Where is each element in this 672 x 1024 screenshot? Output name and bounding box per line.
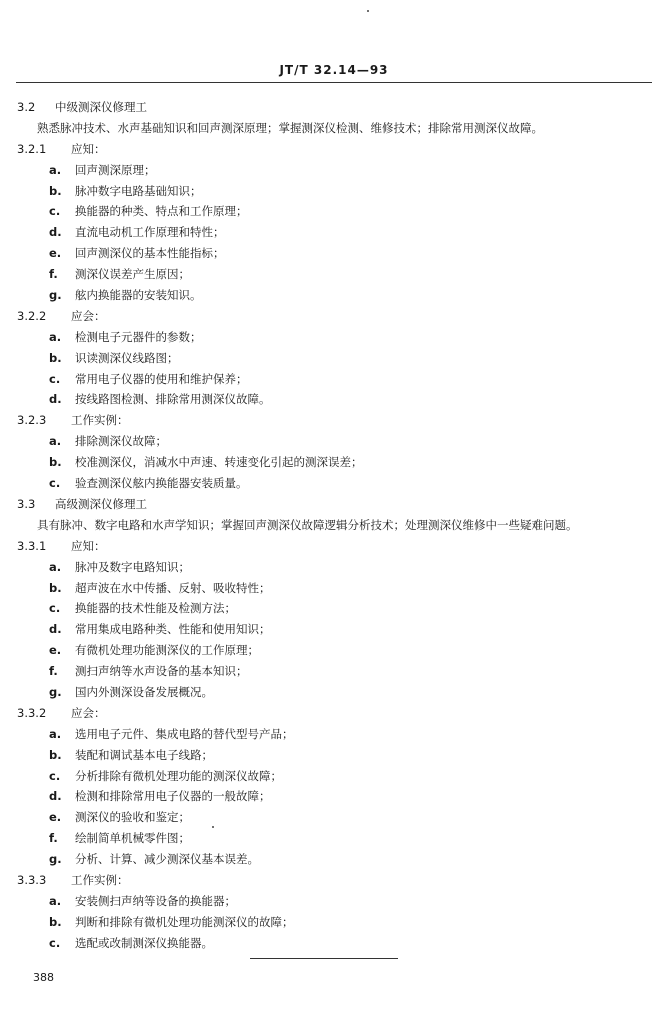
subsection-heading (0, 536, 672, 557)
item-text: 校准测深仪，消减水中声速、转速变化引起的测深误差； (75, 455, 363, 470)
subsection-number: 3.3.3 (17, 872, 47, 887)
section-title: 中级测深仪修理工 (55, 100, 147, 114)
item-text: 回声测深原理； (75, 162, 156, 177)
list-item (0, 933, 672, 954)
item-text: 脉冲数字电路基础知识； (75, 183, 202, 198)
item-letter: a. (49, 726, 62, 741)
item-letter: d. (49, 789, 62, 804)
item-letter: c. (49, 371, 61, 386)
item-letter: b. (49, 455, 62, 470)
list-item (0, 640, 672, 661)
subsection-title: 工作实例： (71, 413, 129, 428)
item-letter: a. (49, 434, 62, 449)
list-item (0, 849, 672, 870)
item-letter: b. (49, 914, 62, 929)
item-letter: f. (49, 664, 58, 679)
item-letter: a. (49, 329, 62, 344)
item-letter: e. (49, 810, 62, 825)
item-letter: c. (49, 476, 61, 491)
section-intro: 熟悉脉冲技术、水声基础知识和回声测深原理；掌握测深仪检测、维修技术；排除常用测深仪故障。 (37, 120, 543, 135)
list-item (0, 201, 672, 222)
list-item (0, 264, 672, 285)
list-item (0, 431, 672, 452)
item-letter: e. (49, 643, 62, 658)
list-item (0, 243, 672, 264)
list-item (0, 473, 672, 494)
item-letter: b. (49, 350, 62, 365)
item-text: 排除测深仪故障； (75, 434, 167, 449)
subsection-number: 3.3.2 (17, 705, 47, 720)
list-item (0, 452, 672, 473)
item-text: 常用集成电路种类、性能和使用知识； (75, 622, 271, 637)
subsection-title: 应会： (71, 705, 106, 720)
subsection-number: 3.2.2 (17, 308, 47, 323)
item-letter: d. (49, 392, 62, 407)
list-item (0, 745, 672, 766)
list-item (0, 348, 672, 369)
page-number: 388 (33, 971, 54, 984)
list-item (0, 160, 672, 181)
item-text: 判断和排除有微机处理功能测深仪的故障； (75, 914, 294, 929)
item-letter: d. (49, 225, 62, 240)
scan-speck (367, 10, 369, 12)
list-item (0, 828, 672, 849)
list-item (0, 389, 672, 410)
item-letter: g. (49, 288, 62, 303)
item-letter: b. (49, 183, 62, 198)
document-body (0, 97, 672, 954)
item-letter: a. (49, 559, 62, 574)
item-text: 换能器的技术性能及检测方法； (75, 601, 236, 616)
item-letter: f. (49, 831, 58, 846)
section-number: 3.2 (17, 100, 36, 114)
subsection-number: 3.3.1 (17, 538, 47, 553)
item-text: 换能器的种类、特点和工作原理； (75, 204, 248, 219)
item-letter: c. (49, 935, 61, 950)
item-letter: c. (49, 204, 61, 219)
item-text: 常用电子仪器的使用和维护保养； (75, 371, 248, 386)
item-letter: e. (49, 246, 62, 261)
list-item (0, 181, 672, 202)
item-letter: c. (49, 601, 61, 616)
subsection-heading (0, 410, 672, 431)
list-item (0, 327, 672, 348)
item-text: 测深仪的验收和鉴定； (75, 810, 190, 825)
item-letter: c. (49, 768, 61, 783)
footer-rule (250, 958, 398, 959)
list-item (0, 222, 672, 243)
item-text: 脉冲及数字电路知识； (75, 559, 190, 574)
item-text: 分析排除有微机处理功能的测深仪故障； (75, 768, 282, 783)
list-item (0, 661, 672, 682)
list-item (0, 891, 672, 912)
item-text: 选配或改制测深仪换能器。 (75, 935, 213, 950)
scan-speck (212, 826, 214, 828)
item-text: 验查测深仪舷内换能器安装质量。 (75, 476, 248, 491)
section-heading (0, 97, 672, 118)
item-letter: b. (49, 747, 62, 762)
list-item (0, 766, 672, 787)
list-item (0, 786, 672, 807)
section-number: 3.3 (17, 496, 36, 511)
item-text: 装配和调试基本电子线路； (75, 747, 213, 762)
list-item (0, 619, 672, 640)
item-text: 按线路图检测、排除常用测深仪故障。 (75, 392, 271, 407)
list-item (0, 724, 672, 745)
section-intro: 具有脉冲、数字电路和水声学知识；掌握回声测深仪故障逻辑分析技术；处理测深仪维修中一些疑难问题。 (37, 517, 578, 532)
item-text: 国内外测深设备发展概况。 (75, 684, 213, 699)
list-item (0, 912, 672, 933)
item-letter: g. (49, 852, 62, 867)
item-text: 测扫声纳等水声设备的基本知识； (75, 664, 248, 679)
document-code-header: JT/T 32.14—93 (279, 63, 389, 77)
list-item (0, 598, 672, 619)
subsection-heading (0, 870, 672, 891)
subsection-title: 工作实例： (71, 872, 129, 887)
subsection-title: 应知： (71, 538, 106, 553)
section-heading (0, 494, 672, 515)
list-item (0, 578, 672, 599)
subsection-heading (0, 306, 672, 327)
item-text: 舷内换能器的安装知识。 (75, 288, 202, 303)
item-text: 检测电子元器件的参数； (75, 329, 202, 344)
subsection-heading (0, 703, 672, 724)
item-text: 分析、计算、减少测深仪基本误差。 (75, 852, 259, 867)
item-letter: b. (49, 580, 62, 595)
item-text: 超声波在水中传播、反射、吸收特性； (75, 580, 271, 595)
item-text: 绘制简单机械零件图； (75, 831, 190, 846)
item-text: 回声测深仪的基本性能指标； (75, 246, 225, 261)
list-item (0, 369, 672, 390)
list-item (0, 285, 672, 306)
item-text: 测深仪误差产生原因； (75, 267, 190, 282)
subsection-number: 3.2.1 (17, 141, 47, 156)
subsection-heading (0, 139, 672, 160)
item-text: 识读测深仪线路图； (75, 350, 179, 365)
item-letter: a. (49, 162, 62, 177)
item-text: 直流电动机工作原理和特性； (75, 225, 225, 240)
item-text: 检测和排除常用电子仪器的一般故障； (75, 789, 271, 804)
item-letter: d. (49, 622, 62, 637)
subsection-title: 应知： (71, 141, 106, 156)
subsection-number: 3.2.3 (17, 413, 47, 428)
header-rule (16, 82, 652, 83)
item-text: 安装侧扫声纳等设备的换能器； (75, 893, 236, 908)
item-text: 有微机处理功能测深仪的工作原理； (75, 643, 259, 658)
item-letter: g. (49, 684, 62, 699)
list-item (0, 557, 672, 578)
section-title: 高级测深仪修理工 (55, 496, 147, 511)
item-text: 选用电子元件、集成电路的替代型号产品； (75, 726, 294, 741)
list-item (0, 807, 672, 828)
item-letter: f. (49, 267, 58, 282)
list-item (0, 682, 672, 703)
subsection-title: 应会： (71, 308, 106, 323)
item-letter: a. (49, 893, 62, 908)
